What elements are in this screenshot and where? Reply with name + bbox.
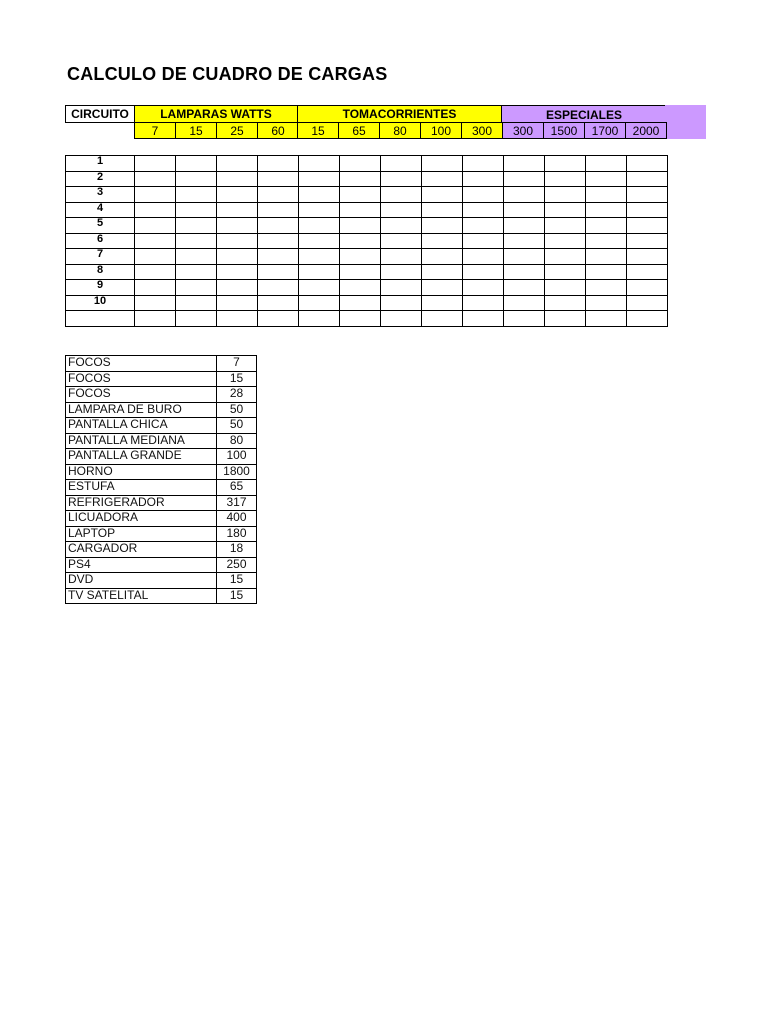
load-cell [545,156,586,172]
load-cell [299,187,340,203]
load-cell [422,311,463,327]
load-cell [135,295,176,311]
circuit-number: 2 [66,171,135,187]
load-name: LAPTOP [66,526,217,542]
load-cell [258,156,299,172]
circuit-row [66,233,668,249]
load-cell [627,156,668,172]
load-name: LAMPARA DE BURO [66,402,217,418]
load-cell [340,187,381,203]
load-cell [135,202,176,218]
load-cell [299,264,340,280]
circuit-number: 3 [66,187,135,203]
load-cell [176,218,217,234]
load-watts: 15 [217,371,257,387]
load-cell [627,249,668,265]
load-cell [545,264,586,280]
watt-header-cell: 25 [216,122,258,139]
load-cell [463,218,504,234]
load-cell [299,311,340,327]
load-cell [545,202,586,218]
load-name: REFRIGERADOR [66,495,217,511]
load-watts: 50 [217,402,257,418]
load-watts: 15 [217,588,257,604]
load-watts: 7 [217,356,257,372]
load-cell [422,280,463,296]
circuit-number: 7 [66,249,135,265]
load-cell [504,311,545,327]
load-name: FOCOS [66,387,217,403]
load-cell [135,218,176,234]
load-cell [258,249,299,265]
load-cell [381,202,422,218]
load-cell [176,280,217,296]
load-cell [176,202,217,218]
load-cell [586,264,627,280]
especiales-extension [665,105,706,139]
load-cell [463,249,504,265]
load-watts: 15 [217,573,257,589]
load-name: PANTALLA CHICA [66,418,217,434]
watt-header-cell: 1500 [543,122,585,139]
load-cell [340,233,381,249]
load-cell [463,187,504,203]
especiales-group-header: ESPECIALES [502,105,666,123]
load-cell [217,295,258,311]
watt-header-cell: 80 [379,122,421,139]
load-cell [258,280,299,296]
load-cell [381,295,422,311]
load-cell [545,218,586,234]
load-row [66,557,257,573]
load-cell [135,280,176,296]
load-cell [586,233,627,249]
load-name: PANTALLA GRANDE [66,449,217,465]
load-watts: 50 [217,418,257,434]
load-cell [504,156,545,172]
load-cell [504,233,545,249]
circuit-number [66,311,135,327]
circuit-row [66,249,668,265]
load-cell [176,249,217,265]
load-row [66,588,257,604]
load-cell [463,311,504,327]
load-name: PS4 [66,557,217,573]
load-watts: 250 [217,557,257,573]
load-name: ESTUFA [66,480,217,496]
circuit-row [66,171,668,187]
load-row [66,371,257,387]
load-cell [258,233,299,249]
watt-header-cell: 300 [502,122,544,139]
load-name: HORNO [66,464,217,480]
load-cell [422,218,463,234]
load-cell [381,171,422,187]
load-cell [217,280,258,296]
load-cell [258,264,299,280]
load-watts: 80 [217,433,257,449]
load-row [66,402,257,418]
load-cell [422,233,463,249]
load-cell [463,295,504,311]
load-cell [135,156,176,172]
watt-header-cell: 100 [420,122,462,139]
load-cell [299,202,340,218]
load-cell [586,171,627,187]
load-cell [545,280,586,296]
circuito-header: CIRCUITO [65,105,135,123]
load-cell [135,249,176,265]
circuit-number: 6 [66,233,135,249]
load-cell [463,156,504,172]
tomacorrientes-group-header: TOMACORRIENTES [297,105,502,123]
load-cell [217,202,258,218]
load-cell [504,295,545,311]
load-cell [627,295,668,311]
load-cell [422,264,463,280]
load-watts: 65 [217,480,257,496]
circuit-number: 1 [66,156,135,172]
load-cell [627,218,668,234]
circuit-row [66,311,668,327]
load-watts: 180 [217,526,257,542]
load-cell [627,233,668,249]
load-cell [340,264,381,280]
load-cell [340,171,381,187]
load-cell [627,171,668,187]
load-cell [299,218,340,234]
load-cell [586,295,627,311]
load-cell [422,187,463,203]
load-cell [299,280,340,296]
load-cell [299,295,340,311]
load-cell [545,233,586,249]
load-cell [258,295,299,311]
load-cell [463,233,504,249]
load-cell [463,264,504,280]
load-cell [545,171,586,187]
load-name: FOCOS [66,371,217,387]
load-cell [340,295,381,311]
load-cell [217,249,258,265]
load-cell [627,187,668,203]
load-watts: 400 [217,511,257,527]
circuit-number: 9 [66,280,135,296]
load-cell [504,280,545,296]
load-cell [586,280,627,296]
load-name: LICUADORA [66,511,217,527]
load-cell [545,249,586,265]
load-cell [176,187,217,203]
load-name: DVD [66,573,217,589]
load-cell [217,187,258,203]
load-row [66,418,257,434]
load-cell [299,171,340,187]
watt-header-cell: 65 [338,122,380,139]
load-cell [217,233,258,249]
load-cell [217,218,258,234]
circuit-number: 8 [66,264,135,280]
circuit-row [66,187,668,203]
load-cell [381,187,422,203]
load-cell [627,202,668,218]
load-cell [217,171,258,187]
load-cell [463,171,504,187]
load-cell [381,264,422,280]
load-cell [299,156,340,172]
load-cell [422,156,463,172]
load-name: TV SATELITAL [66,588,217,604]
load-cell [217,311,258,327]
circuit-grid [65,155,668,327]
load-cell [176,233,217,249]
load-cell [381,280,422,296]
circuit-row [66,218,668,234]
load-header [65,105,706,139]
load-watts: 18 [217,542,257,558]
watt-header-cell: 300 [461,122,503,139]
load-cell [258,311,299,327]
load-cell [504,218,545,234]
load-row [66,511,257,527]
load-cell [176,171,217,187]
load-cell [422,249,463,265]
load-cell [504,249,545,265]
load-row [66,495,257,511]
load-row [66,356,257,372]
load-table [65,355,257,604]
load-cell [422,202,463,218]
circuit-row [66,202,668,218]
watt-header-cell: 15 [175,122,217,139]
watt-header-cell: 2000 [625,122,667,139]
watt-header-cell: 1700 [584,122,626,139]
load-row [66,526,257,542]
circuit-number: 10 [66,295,135,311]
load-cell [627,280,668,296]
load-row [66,449,257,465]
load-cell [545,295,586,311]
lamparas-group-header: LAMPARAS WATTS [134,105,298,123]
load-cell [176,264,217,280]
load-name: PANTALLA MEDIANA [66,433,217,449]
circuit-number: 4 [66,202,135,218]
load-cell [176,156,217,172]
load-cell [586,249,627,265]
load-watts: 100 [217,449,257,465]
load-cell [135,264,176,280]
load-watts: 317 [217,495,257,511]
load-cell [135,233,176,249]
load-cell [586,311,627,327]
load-cell [299,249,340,265]
load-cell [627,264,668,280]
load-cell [258,171,299,187]
load-cell [381,311,422,327]
load-row [66,542,257,558]
load-cell [340,280,381,296]
load-cell [299,233,340,249]
load-cell [176,295,217,311]
load-cell [504,187,545,203]
load-row [66,480,257,496]
load-cell [258,218,299,234]
load-cell [340,156,381,172]
load-cell [381,156,422,172]
load-cell [463,280,504,296]
load-cell [340,249,381,265]
circuit-row [66,264,668,280]
circuit-row [66,156,668,172]
load-cell [135,187,176,203]
load-cell [340,218,381,234]
load-watts: 1800 [217,464,257,480]
circuit-row [66,280,668,296]
circuit-row [66,295,668,311]
load-cell [381,218,422,234]
load-cell [258,187,299,203]
load-cell [340,202,381,218]
load-cell [135,311,176,327]
load-cell [545,187,586,203]
watt-header-cell: 15 [297,122,339,139]
load-row [66,433,257,449]
load-cell [586,156,627,172]
load-cell [135,171,176,187]
load-name: FOCOS [66,356,217,372]
load-cell [586,218,627,234]
load-cell [422,171,463,187]
load-cell [381,249,422,265]
load-name: CARGADOR [66,542,217,558]
load-cell [586,187,627,203]
load-cell [545,311,586,327]
load-cell [586,202,627,218]
load-watts: 28 [217,387,257,403]
load-cell [504,202,545,218]
load-cell [340,311,381,327]
load-cell [504,264,545,280]
load-row [66,387,257,403]
load-cell [217,264,258,280]
load-row [66,573,257,589]
load-cell [217,156,258,172]
load-cell [381,233,422,249]
load-cell [176,311,217,327]
circuit-number: 5 [66,218,135,234]
load-cell [463,202,504,218]
watt-header-cell: 60 [257,122,299,139]
load-cell [422,295,463,311]
watt-header-cell: 7 [134,122,176,139]
load-cell [258,202,299,218]
load-cell [627,311,668,327]
load-row [66,464,257,480]
load-cell [504,171,545,187]
sheet-title: CALCULO DE CUADRO DE CARGAS [67,64,388,84]
